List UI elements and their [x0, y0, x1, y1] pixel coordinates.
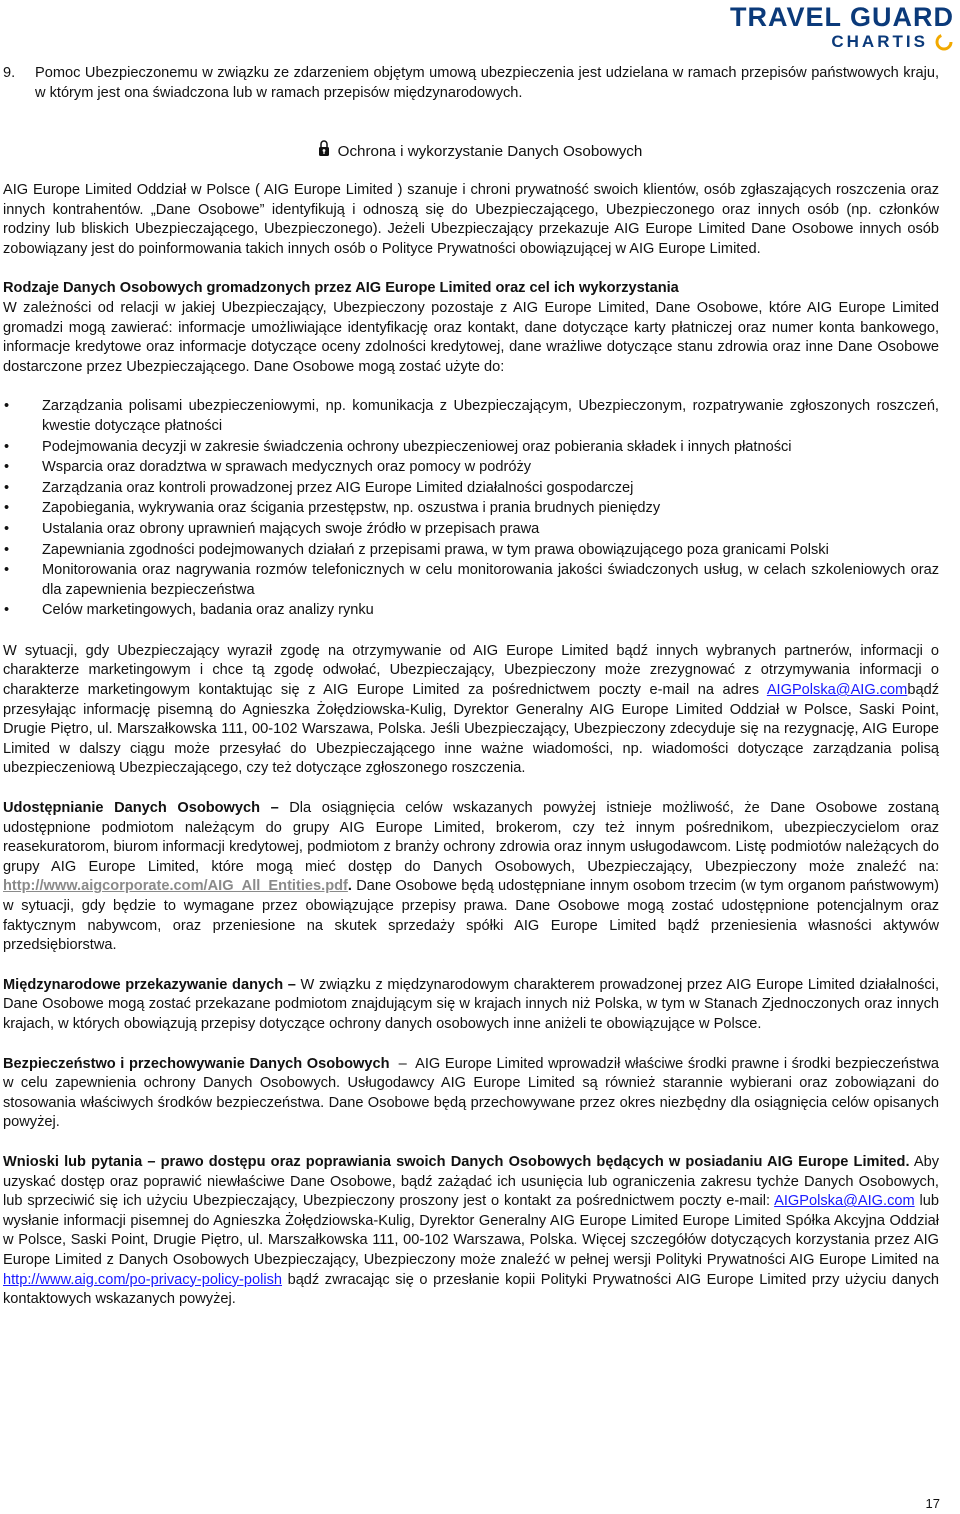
- brand-logo: [730, 2, 954, 52]
- requests-heading: Wnioski lub pytania – prawo dostępu oraz poprawiania swoich Danych Osobowych będących w posiadaniu AIG Europe Limited.: [3, 1153, 910, 1170]
- privacy-content: [3, 181, 939, 1310]
- purpose-list: [3, 397, 939, 621]
- item-9-number: 9.: [3, 65, 16, 81]
- item-9: [3, 64, 939, 103]
- item-9-text: Pomoc Ubezpieczonemu w związku ze zdarzeniem objętym umową ubezpieczenia jest udzielana w ramach przepisów państwowych kraju, w którym jest ona świadczona lub w ramach przepisów międzynarodowych.: [35, 65, 939, 101]
- requests-paragraph: Wnioski lub pytania – prawo dostępu oraz poprawiania swoich Danych Osobowych będących w posiadaniu AIG Europe Limited. Aby uzyskać dostęp oraz poprawić niewłaściwe Dane Osobowe, bądź zażądać ich usunięcia lub ograniczenia zakresu tychże Danych Osobowych, lub sprzeciwić się ich użyciu Ubezpieczający, Ubezpieczony proszony jest o kontakt za pośrednictwem poczty e-mail: AIGPolska@AIG.com lub wysłanie informacji pisemnej do Agnieszka Żołędziowska-Kulig, Dyrektor Generalny AIG Europe Limited Europe Limited Spółka Akcyjna Oddział w Polsce, Saski Point, Drugie Piętro, ul. Marszałkowska 111, 00-102 Warszawa, Polska. Więcej szczegółów dotyczących korzystania przez AIG Europe Limited z Danych Osobowych Ubezpieczający, Ubezpieczony może znaleźć w pełnej wersji Polityki Prywatności AIG Europe Limited na http://www.aig.com/po-privacy-policy-polish bądź zwracając się o przesłanie kopii Polityki Prywatności AIG Europe Limited przy użyciu danych kontaktowych wskazanych powyżej.: [3, 1153, 939, 1308]
- list-item: • Ustalania oraz obrony uprawnień mających swoje źródło w przepisach prawa: [3, 520, 939, 540]
- list-item: • Zarządzania oraz kontroli prowadzonej przez AIG Europe Limited działalności gospodarczej: [3, 479, 939, 499]
- types-text: W zależności od relacji w jakiej Ubezpieczający, Ubezpieczony pozostaje z AIG Europe Limited, Dane Osobowe, które AIG Europe Limited gromadzi mogą zawierać: informacje umożliwiające identyfikację oraz kontakt, dane dotyczące karty płatniczej oraz numer konta bankowego, informacje kredytowe oraz informacje dotyczące oceny zdolności kredytowej, dane wrażliwe dotyczące stanu zdrowia oraz inne Dane Osobowe dostarczone przez Ubezpieczającego. Dane Osobowe mogą zostać użyte do:: [3, 299, 939, 375]
- intro-paragraph: AIG Europe Limited Oddział w Polsce ( AIG Europe Limited ) szanuje i chroni prywatność swoich klientów, osób zgłaszających roszczenia oraz innych kontrahentów. „Dane Osobowe” identyfikują i odnoszą się do Ubezpieczającego, Ubezpieczonego oraz innych osób (np. członków rodziny lub bliskich Ubezpieczającego, Ubezpieczonego). Jeżeli Ubezpieczający przekazuje AIG Europe Limited Dane Osobowe innych osób zobowiązany jest do poinformowania takich innych osób o Polityce Prywatności obowiązującej w AIG Europe Limited.: [3, 182, 939, 257]
- bullet-icon: •: [4, 562, 10, 579]
- types-paragraph: [3, 279, 939, 377]
- requests-email-link[interactable]: AIGPolska@AIG.com: [774, 1193, 915, 1210]
- bullet-icon: •: [4, 438, 10, 455]
- section-title: Ochrona i wykorzystanie Danych Osobowych: [337, 143, 643, 160]
- bullet-icon: •: [4, 541, 10, 558]
- sharing-heading: Udostępnianie Danych Osobowych –: [3, 800, 290, 817]
- security-heading: Bezpieczeństwo i przechowywanie Danych Osobowych: [3, 1055, 390, 1072]
- sharing-paragraph: Udostępnianie Danych Osobowych – Dla osiągnięcia celów wskazanych powyżej istnieje możliwość, że Dane Osobowe zostaną udostępnione podmiotom należącym do grupy AIG Europe Limited, brokerom, czy też innym pośrednikom, ubezpieczycielom oraz reasekuratorom, biurom informacji kredytowej, podmiotom z branży ochrony zdrowia oraz innym usługodawcom. Listę podmiotów należących do grupy AIG Europe Limited, które mogą mieć dostęp do Danych Osobowych, Ubezpieczający, Ubezpieczony może znaleźć na: http://www.aigcorporate.com/AIG_All_Entities.pdf. Dane Osobowe będą udostępniane innym osobom trzecim (w tym organom państwowym) w sytuacji, gdy będzie to wymagane przez obowiązujące przepisy prawa. Dane Osobowe mogą zostać udostępnione potencjalnym oraz faktycznym nabywcom, oraz przeniesione na skutek sprzedaży spółki AIG Europe Limited bądź przeniesienia własności aktywów przedsiębiorstwa.: [3, 800, 939, 954]
- list-item: • Zapobiegania, wykrywania oraz ścigania przestępstw, np. oszustwa i prania brudnych pieniędzy: [3, 499, 939, 519]
- section-heading: [0, 139, 960, 162]
- logo-chartis: CHARTIS: [831, 32, 928, 51]
- list-item: • Monitorowania oraz nagrywania rozmów telefonicznych w celu monitorowania jakości świadczonych usług, w celach szkoleniowych oraz dla zapewnienia bezpieczeństwa: [4, 562, 939, 598]
- chartis-swirl-icon: [934, 32, 954, 52]
- international-paragraph: Międzynarodowe przekazywanie danych – W związku z międzynarodowym charakterem prowadzonej przez AIG Europe Limited działalności, Dane Osobowe mogą zostać przekazane podmiotom znajdującym się w krajach innych niż Polska, w tym w Stanach Zjednoczonych oraz innych krajach, w których obowiązują przepisy dotyczące ochrony danych osobowych inne aniżeli te obowiązujące w Polsce.: [3, 976, 940, 1032]
- international-heading: Międzynarodowe przekazywanie danych –: [3, 976, 301, 993]
- bullet-icon: •: [4, 398, 10, 415]
- bullet-icon: •: [4, 479, 10, 496]
- logo-travel-guard: TRAVEL GUARD: [729, 2, 954, 32]
- padlock-icon: [318, 139, 330, 157]
- list-item: • Podejmowania decyzji w zakresie świadczenia ochrony ubezpieczeniowej oraz pobierania składek i innych płatności: [3, 438, 939, 458]
- bullet-icon: •: [4, 459, 10, 476]
- page-number: 17: [925, 1496, 940, 1511]
- list-item: • Zapewniania zgodności podejmowanych działań z przepisami prawa, w tym prawa obowiązującego poza granicami Polski: [3, 541, 939, 561]
- bullet-icon: •: [4, 602, 10, 619]
- list-item: • Wsparcia oraz doradztwa w sprawach medycznych oraz pomocy w podróży: [3, 458, 939, 478]
- bullet-icon: •: [4, 520, 10, 537]
- types-heading: Rodzaje Danych Osobowych gromadzonych przez AIG Europe Limited oraz cel ich wykorzystania: [3, 280, 679, 297]
- list-item: • Celów marketingowych, badania oraz analizy rynku: [3, 601, 939, 621]
- privacy-policy-link[interactable]: http://www.aig.com/po-privacy-policy-polish: [3, 1271, 283, 1288]
- marketing-email-link[interactable]: AIGPolska@AIG.com: [766, 682, 908, 699]
- bullet-icon: •: [4, 500, 10, 517]
- list-item: • Zarządzania polisami ubezpieczeniowymi, np. komunikacja z Ubezpieczającym, Ubezpieczonym, rozpatrywanie zgłoszonych roszczeń, kwestie dotyczące płatności: [4, 398, 939, 434]
- marketing-paragraph: W sytuacji, gdy Ubezpieczający wyraził zgodę na otrzymywanie od AIG Europe Limited bądź innych wybranych partnerów, informacji o charakterze marketingowym i chce tą zgodę odwołać, Ubezpieczający, Ubezpieczony może zrezygnować z otrzymywania informacji o charakterze marketingowym kontaktując się z AIG Europe Limited za pośrednictwem poczty e-mail na adres AIGPolska@AIG.combądź przesyłając informację pisemną do Agnieszka Żołędziowska-Kulig, Dyrektor Generalny AIG Europe Limited Oddział w Polsce, Saski Point, Drugie Piętro, ul. Marszałkowska 111, 00-102 Warszawa, Polska. Jeśli Ubezpieczający, Ubezpieczony zdecyduje się na rezygnację, AIG Europe Limited w dalszy ciągu może przesyłać do Ubezpieczającego inne ważne wiadomości, np. wiadomości dotyczące zarządzania polisą ubezpieczeniową Ubezpieczającego, czy też dotyczące zgłoszonego roszczenia.: [3, 642, 939, 777]
- aig-entities-link[interactable]: http://www.aigcorporate.com/AIG_All_Entities.pdf: [3, 878, 348, 895]
- security-paragraph: Bezpieczeństwo i przechowywanie Danych Osobowych – AIG Europe Limited wprowadził właściwe środki prawne i środki bezpieczeństwa w celu zapewnienia ochrony Danych Osobowych. Usługodawcy AIG Europe Limited są również starannie wybierani oraz zobowiązani do stosowania właściwych środków bezpieczeństwa. Dane Osobowe będą przechowywane przez okres niezbędny dla osiągnięcia celów opisanych powyżej.: [3, 1055, 939, 1131]
